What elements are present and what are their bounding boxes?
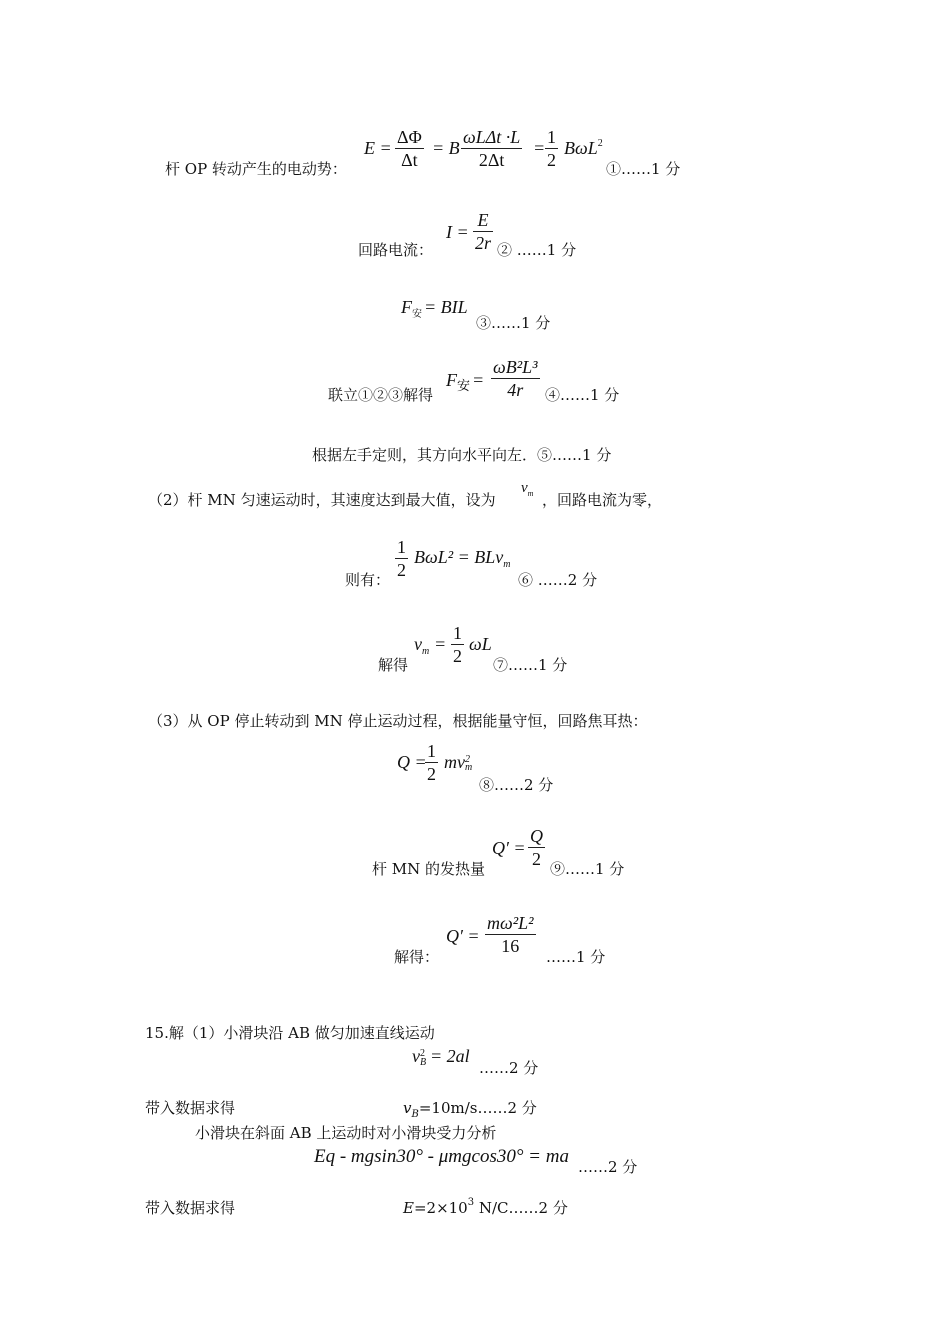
eq7-prefix: 解得 <box>378 656 409 674</box>
q15-line-e-value: $E=2\times 10^3$ N/C……2 分 <box>403 1197 568 1217</box>
q15-eqA-rhs: = 2al <box>430 1046 470 1066</box>
eq1-frac3 <box>544 126 559 171</box>
eq4-frac <box>490 356 541 401</box>
eq4-num: ωB²L³ <box>493 357 538 377</box>
eq1-score: ①……1 分 <box>606 160 681 178</box>
eq1-frac3-num: 1 <box>547 127 556 147</box>
eq3-lhs: $F_安$ <box>401 297 422 320</box>
eq9-score: ⑨……1 分 <box>550 860 625 878</box>
eq6-frac <box>394 536 409 581</box>
eq1-lhs: E = <box>364 138 392 158</box>
eq6-den: 2 <box>397 560 406 580</box>
eq8-score: ⑧……2 分 <box>479 776 554 794</box>
eq4-den: 4r <box>507 380 524 400</box>
eq4-prefix: 联立①②③解得 <box>328 386 434 404</box>
eq1-eqB: = B <box>432 138 460 158</box>
line5: 根据左手定则，其方向水平向左．⑤……1 分 <box>312 446 612 464</box>
eq7-den: 2 <box>453 646 462 666</box>
eq3-rhs: = BIL <box>424 297 468 317</box>
eq6-prefix: 则有： <box>345 571 391 589</box>
eq8-frac <box>424 740 439 785</box>
part3-heading: （3）从 OP 停止转动到 MN 停止运动过程，根据能量守恒，回路焦耳热： <box>148 712 648 730</box>
q15-line-b-label: 带入数据求得 <box>145 1099 236 1117</box>
eq8-num: 1 <box>427 741 436 761</box>
eq7-eq: = <box>434 634 447 654</box>
eq2-num: E <box>477 210 489 230</box>
eq2-den: 2r <box>475 233 492 253</box>
eq1-frac2-den: 2Δt <box>478 150 505 170</box>
eq1-frac1 <box>394 126 425 171</box>
eq7-lhs: $v_m$ <box>414 634 430 657</box>
eq4-lhs: $F_安$ <box>446 370 471 393</box>
eq6-score: ⑥ ……2 分 <box>518 571 598 589</box>
eq1-prefix: 杆 OP 转动产生的电动势： <box>165 160 347 178</box>
q15-line-e-label: 带入数据求得 <box>145 1199 236 1217</box>
eq4-eq: = <box>472 370 485 390</box>
eq10-score: ……1 分 <box>546 948 606 966</box>
eq8-den: 2 <box>427 764 436 784</box>
q15-line-b-value: $v_B=10m/s\dots\dots 2$ 分 <box>403 1099 537 1120</box>
eq9-lhs: Q′ = <box>492 838 526 858</box>
eq9-num: Q <box>530 826 543 846</box>
eq2-prefix: 回路电流： <box>358 241 434 259</box>
eq10-lhs: Q′ = <box>446 926 480 946</box>
eq2-frac <box>472 209 494 254</box>
eq10-frac <box>484 912 537 957</box>
q15-eqA-score: ……2 分 <box>479 1059 539 1077</box>
eq8-lhs: Q = <box>397 752 427 772</box>
eq7-rhs: ωL <box>469 634 492 654</box>
eq1-frac1-num: ΔΦ <box>397 127 422 147</box>
eq10-num: mω²L² <box>487 913 534 933</box>
eq7-score: ⑦……1 分 <box>493 656 568 674</box>
part2-text-a: （2）杆 MN 匀速运动时，其速度达到最大值，设为 <box>148 491 496 509</box>
q15-force-line: 小滑块在斜面 AB 上运动时对小滑块受力分析 <box>195 1124 497 1142</box>
eq2-score: ② ……1 分 <box>497 241 577 259</box>
eq3-score: ③……1 分 <box>476 314 551 332</box>
eq1-frac3-den: 2 <box>547 150 556 170</box>
eq1-eq: = <box>533 138 546 158</box>
eq10-prefix: 解得： <box>394 948 440 966</box>
eq8-rhs: mv 2 m <box>444 752 473 773</box>
part2-vm: $v_m$ <box>521 480 534 498</box>
eq1-frac1-den: Δt <box>401 150 418 170</box>
q15-force-score: ……2 分 <box>578 1158 638 1176</box>
part2-text-b: ，回路电流为零， <box>542 491 663 509</box>
eq1-frac2 <box>460 126 523 171</box>
eq4-score: ④……1 分 <box>545 386 620 404</box>
eq6-rhs: BωL² = BLv$_m$ <box>414 547 511 570</box>
eq10-den: 16 <box>501 936 520 956</box>
eq9-prefix: 杆 MN 的发热量 <box>372 860 486 878</box>
q15-eqA-lhs: v 2 B <box>412 1046 427 1068</box>
eq7-num: 1 <box>453 623 462 643</box>
q15-title: 15.解（1）小滑块沿 AB 做匀加速直线运动 <box>145 1024 435 1042</box>
eq9-frac <box>527 825 546 870</box>
eq9-den: 2 <box>532 849 541 869</box>
eq7-frac <box>450 622 465 667</box>
q15-force-eq: Eq - mgsin30° - μmgcos30° = ma <box>314 1146 569 1167</box>
eq1-frac2-num: ωLΔt ·L <box>463 127 521 147</box>
eq1-tail: BωL$^2$ <box>564 138 603 158</box>
eq6-num: 1 <box>397 537 406 557</box>
eq2-lhs: I = <box>446 222 469 242</box>
